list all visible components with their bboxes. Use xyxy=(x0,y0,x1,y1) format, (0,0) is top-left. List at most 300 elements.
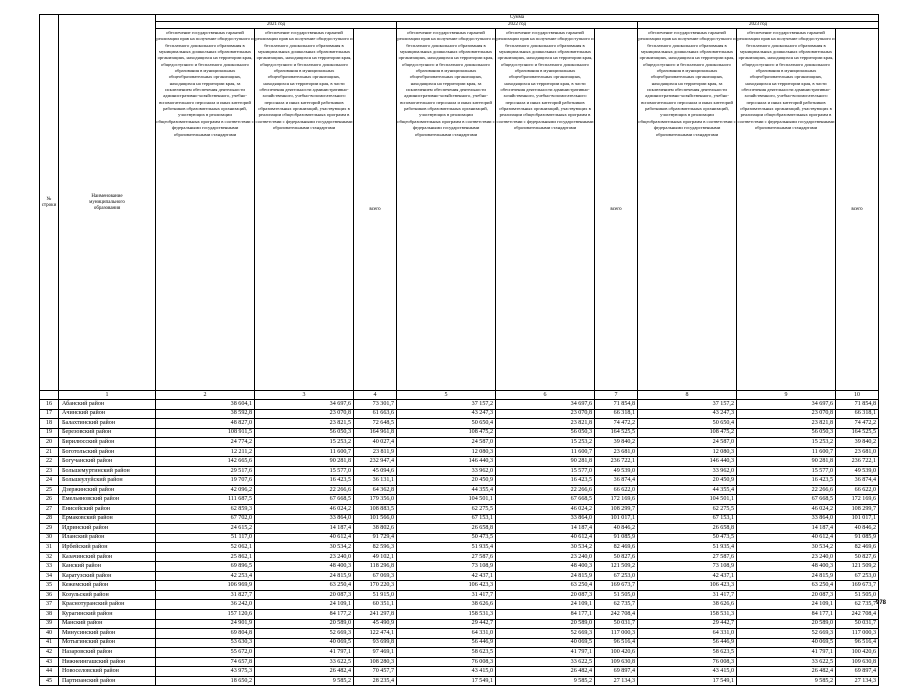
header-desc-2023-b: обеспечение государственных гарантий реализации прав на получение общедоступного и бесплатного дошкольного образования в муниципальных дошкольных образовательных организациях, находящихся на территории края, общедоступного и бесплатного дошкольного образования в муниципальных общеобразовательных организациях, находящихся на территории края, в части обеспечения деятельности административно-хозяйственного, учебно-вспомогательного персонала и иных категорий работников образовательных организаций, участвующих в реализации общеобразовательных программ в соответствии с федеральными государственными образовательными стандартами xyxy=(737,29,836,391)
row-number-cell: 41 xyxy=(40,638,59,648)
amount-cell: 33 622,5 xyxy=(496,657,595,667)
amount-cell: 91 729,4 xyxy=(354,533,397,543)
amount-cell: 36 131,1 xyxy=(354,476,397,486)
amount-cell: 50 827,6 xyxy=(836,552,879,562)
table-row xyxy=(40,505,879,515)
amount-cell: 29 442,7 xyxy=(397,619,496,629)
amount-cell: 40 846,2 xyxy=(595,524,638,534)
row-number-cell: 19 xyxy=(40,428,59,438)
row-number-cell: 33 xyxy=(40,562,59,572)
amount-cell: 28 235,4 xyxy=(354,676,397,686)
amount-cell: 38 626,6 xyxy=(638,600,737,610)
amount-cell: 23 240,0 xyxy=(496,552,595,562)
amount-cell: 72 648,5 xyxy=(354,419,397,429)
amount-cell: 24 587,0 xyxy=(397,438,496,448)
amount-cell: 118 296,8 xyxy=(354,562,397,572)
amount-cell: 67 702,0 xyxy=(156,514,255,524)
amount-cell: 26 658,8 xyxy=(638,524,737,534)
amount-cell: 62 735,7 xyxy=(595,600,638,610)
amount-cell: 62 275,5 xyxy=(397,505,496,515)
header-total-2021: всего xyxy=(354,29,397,391)
amount-cell: 106 423,3 xyxy=(397,581,496,591)
table-row xyxy=(40,648,879,658)
amount-cell: 9 585,2 xyxy=(496,676,595,686)
amount-cell: 39 840,2 xyxy=(595,438,638,448)
row-number-cell: 38 xyxy=(40,610,59,620)
amount-cell: 23 070,8 xyxy=(496,409,595,419)
amount-cell: 19 707,6 xyxy=(156,476,255,486)
row-number-cell: 16 xyxy=(40,400,59,410)
table-row xyxy=(40,400,879,410)
amount-cell: 16 423,5 xyxy=(737,476,836,486)
row-number-cell: 45 xyxy=(40,676,59,686)
row-number-cell: 34 xyxy=(40,571,59,581)
amount-cell: 20 589,0 xyxy=(737,619,836,629)
amount-cell: 71 854,8 xyxy=(595,400,638,410)
amount-cell: 63 250,4 xyxy=(255,581,354,591)
amount-cell: 179 356,0 xyxy=(354,495,397,505)
row-number-cell: 44 xyxy=(40,667,59,677)
municipality-name-cell: Ермаковский район xyxy=(59,514,156,524)
amount-cell: 11 600,7 xyxy=(737,447,836,457)
amount-cell: 38 626,6 xyxy=(397,600,496,610)
amount-cell: 101 566,0 xyxy=(354,514,397,524)
amount-cell: 90 281,8 xyxy=(255,457,354,467)
amount-cell: 40 069,5 xyxy=(255,638,354,648)
amount-cell: 30 534,2 xyxy=(496,543,595,553)
amount-cell: 67 668,5 xyxy=(496,495,595,505)
amount-cell: 106 423,3 xyxy=(638,581,737,591)
budget-table xyxy=(39,14,879,686)
amount-cell: 26 658,8 xyxy=(397,524,496,534)
amount-cell: 9 585,2 xyxy=(737,676,836,686)
amount-cell: 37 157,2 xyxy=(397,400,496,410)
amount-cell: 109 630,8 xyxy=(836,657,879,667)
amount-cell: 40 069,5 xyxy=(496,638,595,648)
row-number-cell: 28 xyxy=(40,514,59,524)
row-number-cell: 43 xyxy=(40,657,59,667)
municipality-name-cell: Боготольский район xyxy=(59,447,156,457)
municipality-name-cell: Емельяновский район xyxy=(59,495,156,505)
amount-cell: 121 509,2 xyxy=(836,562,879,572)
row-number-cell: 21 xyxy=(40,447,59,457)
amount-cell: 24 109,1 xyxy=(496,600,595,610)
table-row xyxy=(40,438,879,448)
amount-cell: 67 253,0 xyxy=(595,571,638,581)
table-row xyxy=(40,495,879,505)
table-row xyxy=(40,524,879,534)
amount-cell: 33 864,0 xyxy=(496,514,595,524)
amount-cell: 41 797,1 xyxy=(737,648,836,658)
row-number-cell: 39 xyxy=(40,619,59,629)
amount-cell: 20 450,9 xyxy=(638,476,737,486)
amount-cell: 76 008,3 xyxy=(397,657,496,667)
row-number-cell: 25 xyxy=(40,485,59,495)
amount-cell: 20 589,0 xyxy=(255,619,354,629)
municipality-name-cell: Каратузский район xyxy=(59,571,156,581)
amount-cell: 169 673,7 xyxy=(836,581,879,591)
amount-cell: 23 811,9 xyxy=(354,447,397,457)
amount-cell: 69 897,4 xyxy=(595,667,638,677)
amount-cell: 108 280,3 xyxy=(354,657,397,667)
municipality-name-cell: Большемуртинский район xyxy=(59,466,156,476)
amount-cell: 66 622,0 xyxy=(595,485,638,495)
amount-cell: 97 469,1 xyxy=(354,648,397,658)
column-number: 10 xyxy=(836,391,879,400)
amount-cell: 69 897,4 xyxy=(836,667,879,677)
amount-cell: 49 102,1 xyxy=(354,552,397,562)
amount-cell: 50 827,6 xyxy=(595,552,638,562)
municipality-name-cell: Назаровский район xyxy=(59,648,156,658)
table-row xyxy=(40,629,879,639)
amount-cell: 76 008,3 xyxy=(638,657,737,667)
amount-cell: 96 516,4 xyxy=(595,638,638,648)
amount-cell: 93 699,8 xyxy=(354,638,397,648)
column-number: 7 xyxy=(595,391,638,400)
amount-cell: 23 070,8 xyxy=(255,409,354,419)
row-number-cell: 22 xyxy=(40,457,59,467)
amount-cell: 84 177,1 xyxy=(737,610,836,620)
column-number: 8 xyxy=(638,391,737,400)
amount-cell: 46 024,2 xyxy=(737,505,836,515)
amount-cell: 82 469,6 xyxy=(836,543,879,553)
table-row xyxy=(40,676,879,686)
amount-cell: 106 969,9 xyxy=(156,581,255,591)
row-number-cell: 37 xyxy=(40,600,59,610)
amount-cell: 48 400,3 xyxy=(737,562,836,572)
amount-cell: 50 650,4 xyxy=(638,419,737,429)
municipality-name-cell: Нижнеингашский район xyxy=(59,657,156,667)
amount-cell: 40 612,4 xyxy=(737,533,836,543)
amount-cell: 67 069,3 xyxy=(354,571,397,581)
amount-cell: 91 085,9 xyxy=(836,533,879,543)
amount-cell: 50 650,4 xyxy=(397,419,496,429)
amount-cell: 56 050,3 xyxy=(255,428,354,438)
amount-cell: 33 864,0 xyxy=(737,514,836,524)
amount-cell: 46 024,2 xyxy=(255,505,354,515)
amount-cell: 108 911,5 xyxy=(156,428,255,438)
amount-cell: 236 722,1 xyxy=(836,457,879,467)
amount-cell: 26 482,4 xyxy=(496,667,595,677)
column-number-row xyxy=(40,391,879,400)
amount-cell: 51 935,4 xyxy=(638,543,737,553)
amount-cell: 24 615,2 xyxy=(156,524,255,534)
amount-cell: 9 585,2 xyxy=(255,676,354,686)
amount-cell: 108 299,7 xyxy=(595,505,638,515)
municipality-name-cell: Кежемский район xyxy=(59,581,156,591)
row-number-cell: 26 xyxy=(40,495,59,505)
header-row-number: № строки xyxy=(40,15,59,391)
amount-cell: 33 962,0 xyxy=(397,466,496,476)
amount-cell: 24 815,9 xyxy=(496,571,595,581)
amount-cell: 84 177,1 xyxy=(496,610,595,620)
amount-cell: 70 457,7 xyxy=(354,667,397,677)
amount-cell: 62 735,7 xyxy=(836,600,879,610)
amount-cell: 26 482,4 xyxy=(737,667,836,677)
amount-cell: 34 697,6 xyxy=(496,400,595,410)
table-row xyxy=(40,428,879,438)
amount-cell: 51 117,0 xyxy=(156,533,255,543)
amount-cell: 23 821,5 xyxy=(255,419,354,429)
amount-cell: 108 475,2 xyxy=(397,428,496,438)
amount-cell: 60 351,1 xyxy=(354,600,397,610)
amount-cell: 242 708,4 xyxy=(595,610,638,620)
column-number: 4 xyxy=(354,391,397,400)
amount-cell: 33 622,5 xyxy=(255,657,354,667)
municipality-name-cell: Иланский район xyxy=(59,533,156,543)
amount-cell: 20 087,3 xyxy=(737,590,836,600)
column-number: 3 xyxy=(255,391,354,400)
row-number-cell: 30 xyxy=(40,533,59,543)
amount-cell: 36 874,4 xyxy=(836,476,879,486)
amount-cell: 84 177,2 xyxy=(255,610,354,620)
amount-cell: 56 446,9 xyxy=(397,638,496,648)
page-number: 978 xyxy=(876,600,887,606)
amount-cell: 164 525,5 xyxy=(595,428,638,438)
column-number: 5 xyxy=(397,391,496,400)
amount-cell: 50 031,7 xyxy=(836,619,879,629)
amount-cell: 74 657,8 xyxy=(156,657,255,667)
amount-cell: 43 975,3 xyxy=(156,667,255,677)
amount-cell: 43 247,3 xyxy=(397,409,496,419)
amount-cell: 117 000,3 xyxy=(836,629,879,639)
amount-cell: 24 109,1 xyxy=(255,600,354,610)
amount-cell: 15 577,0 xyxy=(496,466,595,476)
amount-cell: 23 240,0 xyxy=(255,552,354,562)
amount-cell: 50 473,5 xyxy=(397,533,496,543)
row-number-cell: 42 xyxy=(40,648,59,658)
amount-cell: 101 017,1 xyxy=(836,514,879,524)
amount-cell: 42 437,1 xyxy=(397,571,496,581)
municipality-name-cell: Краснотуранский район xyxy=(59,600,156,610)
header-desc-2021-b: обеспечение государственных гарантий реализации прав на получение общедоступного и бесплатного дошкольного образования в муниципальных дошкольных образовательных организациях, находящихся на территории края, общедоступного и бесплатного дошкольного образования в муниципальных общеобразовательных организациях, находящихся на территории края, в части обеспечения деятельности административно-хозяйственного, учебно-вспомогательного персонала и иных категорий работников образовательных организаций, участвующих в реализации общеобразовательных программ в соответствии с федеральными государственными образовательными стандартами xyxy=(255,29,354,391)
amount-cell: 41 797,1 xyxy=(255,648,354,658)
amount-cell: 172 169,6 xyxy=(836,495,879,505)
amount-cell: 33 622,5 xyxy=(737,657,836,667)
municipality-name-cell: Казачинский район xyxy=(59,552,156,562)
amount-cell: 45 490,9 xyxy=(354,619,397,629)
amount-cell: 142 665,6 xyxy=(156,457,255,467)
amount-cell: 69 896,5 xyxy=(156,562,255,572)
amount-cell: 100 420,6 xyxy=(836,648,879,658)
amount-cell: 26 482,4 xyxy=(255,667,354,677)
amount-cell: 52 669,3 xyxy=(496,629,595,639)
amount-cell: 43 415,0 xyxy=(638,667,737,677)
amount-cell: 117 000,3 xyxy=(595,629,638,639)
header-desc-2022-a: обеспечение государственных гарантий реализации прав на получение общедоступного и бесплатного дошкольного образования в муниципальных дошкольных образовательных организациях, находящихся на территории края, общедоступного и бесплатного дошкольного образования в муниципальных общеобразовательных организациях, находящихся на территории края, за исключением обеспечения деятельности административно-хозяйственного, учебно-вспомогательного персонала и иных категорий работников образовательных организаций, участвующих в реализации общеобразовательных программ в соответствии с федеральными государственными образовательными стандартами xyxy=(397,29,496,391)
table-row xyxy=(40,466,879,476)
amount-cell: 36 874,4 xyxy=(595,476,638,486)
amount-cell: 61 663,6 xyxy=(354,409,397,419)
amount-cell: 41 797,1 xyxy=(496,648,595,658)
row-number-cell: 27 xyxy=(40,505,59,515)
table-row xyxy=(40,533,879,543)
amount-cell: 55 672,0 xyxy=(156,648,255,658)
amount-cell: 64 331,0 xyxy=(397,629,496,639)
amount-cell: 24 774,2 xyxy=(156,438,255,448)
table-row xyxy=(40,457,879,467)
municipality-name-cell: Мотыгинский район xyxy=(59,638,156,648)
municipality-name-cell: Березовский район xyxy=(59,428,156,438)
amount-cell: 69 804,8 xyxy=(156,629,255,639)
row-number-cell: 20 xyxy=(40,438,59,448)
amount-cell: 74 472,2 xyxy=(836,419,879,429)
amount-cell: 122 474,1 xyxy=(354,629,397,639)
amount-cell: 66 622,0 xyxy=(836,485,879,495)
table-row xyxy=(40,590,879,600)
amount-cell: 108 475,2 xyxy=(638,428,737,438)
amount-cell: 30 534,2 xyxy=(737,543,836,553)
amount-cell: 73 301,7 xyxy=(354,400,397,410)
amount-cell: 242 708,4 xyxy=(836,610,879,620)
amount-cell: 52 669,3 xyxy=(737,629,836,639)
amount-cell: 74 472,2 xyxy=(595,419,638,429)
amount-cell: 40 612,4 xyxy=(496,533,595,543)
amount-cell: 52 062,1 xyxy=(156,543,255,553)
amount-cell: 157 120,6 xyxy=(156,610,255,620)
amount-cell: 100 420,6 xyxy=(595,648,638,658)
municipality-name-cell: Ирбейский район xyxy=(59,543,156,553)
table-body xyxy=(40,400,879,686)
amount-cell: 27 134,3 xyxy=(836,676,879,686)
header-year-2021: 2021 год xyxy=(156,22,397,29)
header-year-2022: 2022 год xyxy=(397,22,638,29)
amount-cell: 16 423,5 xyxy=(255,476,354,486)
municipality-name-cell: Канский район xyxy=(59,562,156,572)
amount-cell: 49 539,0 xyxy=(836,466,879,476)
header-total-2022: всего xyxy=(595,29,638,391)
amount-cell: 96 516,4 xyxy=(836,638,879,648)
municipality-name-cell: Богучанский район xyxy=(59,457,156,467)
amount-cell: 25 862,1 xyxy=(156,552,255,562)
amount-cell: 44 355,4 xyxy=(397,485,496,495)
amount-cell: 23 821,8 xyxy=(737,419,836,429)
table-row xyxy=(40,657,879,667)
amount-cell: 104 501,1 xyxy=(638,495,737,505)
amount-cell: 67 668,5 xyxy=(737,495,836,505)
table-row xyxy=(40,638,879,648)
amount-cell: 90 281,8 xyxy=(737,457,836,467)
amount-cell: 29 517,6 xyxy=(156,466,255,476)
amount-cell: 27 587,6 xyxy=(397,552,496,562)
amount-cell: 40 027,4 xyxy=(354,438,397,448)
amount-cell: 64 331,0 xyxy=(638,629,737,639)
amount-cell: 40 846,2 xyxy=(836,524,879,534)
municipality-name-cell: Манский район xyxy=(59,619,156,629)
amount-cell: 170 220,3 xyxy=(354,581,397,591)
municipality-name-cell: Минусинский район xyxy=(59,629,156,639)
amount-cell: 14 187,4 xyxy=(737,524,836,534)
amount-cell: 20 087,3 xyxy=(255,590,354,600)
table-row xyxy=(40,571,879,581)
amount-cell: 63 250,4 xyxy=(737,581,836,591)
amount-cell: 22 266,6 xyxy=(496,485,595,495)
amount-cell: 31 417,7 xyxy=(397,590,496,600)
table-row xyxy=(40,476,879,486)
amount-cell: 51 505,0 xyxy=(595,590,638,600)
amount-cell: 146 440,3 xyxy=(638,457,737,467)
amount-cell: 38 604,1 xyxy=(156,400,255,410)
row-number-cell: 29 xyxy=(40,524,59,534)
amount-cell: 67 153,1 xyxy=(638,514,737,524)
amount-cell: 23 821,8 xyxy=(496,419,595,429)
amount-cell: 43 247,3 xyxy=(638,409,737,419)
amount-cell: 64 362,8 xyxy=(354,485,397,495)
amount-cell: 42 253,4 xyxy=(156,571,255,581)
amount-cell: 104 501,1 xyxy=(397,495,496,505)
amount-cell: 40 069,5 xyxy=(737,638,836,648)
amount-cell: 48 827,0 xyxy=(156,419,255,429)
amount-cell: 24 901,9 xyxy=(156,619,255,629)
amount-cell: 31 827,7 xyxy=(156,590,255,600)
amount-cell: 121 509,2 xyxy=(595,562,638,572)
amount-cell: 62 275,5 xyxy=(638,505,737,515)
amount-cell: 20 450,9 xyxy=(397,476,496,486)
amount-cell: 108 299,7 xyxy=(836,505,879,515)
amount-cell: 40 612,4 xyxy=(255,533,354,543)
amount-cell: 24 815,9 xyxy=(737,571,836,581)
amount-cell: 108 883,5 xyxy=(354,505,397,515)
municipality-name-cell: Ачинский район xyxy=(59,409,156,419)
municipality-name-cell: Енисейский район xyxy=(59,505,156,515)
row-number-cell: 32 xyxy=(40,552,59,562)
amount-cell: 48 400,3 xyxy=(255,562,354,572)
row-number-cell: 31 xyxy=(40,543,59,553)
amount-cell: 38 592,8 xyxy=(156,409,255,419)
amount-cell: 15 253,2 xyxy=(737,438,836,448)
amount-cell: 164 525,5 xyxy=(836,428,879,438)
amount-cell: 43 415,0 xyxy=(397,667,496,677)
municipality-name-cell: Новоселовский район xyxy=(59,667,156,677)
amount-cell: 24 109,1 xyxy=(737,600,836,610)
amount-cell: 27 134,3 xyxy=(595,676,638,686)
amount-cell: 48 400,3 xyxy=(496,562,595,572)
amount-cell: 16 423,5 xyxy=(496,476,595,486)
table-row xyxy=(40,600,879,610)
amount-cell: 158 531,3 xyxy=(638,610,737,620)
table-row xyxy=(40,485,879,495)
amount-cell: 73 108,9 xyxy=(397,562,496,572)
amount-cell: 38 802,6 xyxy=(354,524,397,534)
amount-cell: 91 085,9 xyxy=(595,533,638,543)
amount-cell: 34 697,6 xyxy=(737,400,836,410)
amount-cell: 62 859,3 xyxy=(156,505,255,515)
amount-cell: 17 549,1 xyxy=(397,676,496,686)
municipality-name-cell: Большеулуйский район xyxy=(59,476,156,486)
column-number: 9 xyxy=(737,391,836,400)
table-row xyxy=(40,409,879,419)
table-row xyxy=(40,610,879,620)
row-number-cell: 24 xyxy=(40,476,59,486)
amount-cell: 53 630,3 xyxy=(156,638,255,648)
table-row xyxy=(40,447,879,457)
amount-cell: 29 442,7 xyxy=(638,619,737,629)
amount-cell: 172 169,6 xyxy=(595,495,638,505)
municipality-name-cell: Абанский район xyxy=(59,400,156,410)
amount-cell: 20 087,3 xyxy=(496,590,595,600)
municipality-name-cell: Дзержинский район xyxy=(59,485,156,495)
header-year-2023: 2023 год xyxy=(638,22,879,29)
table-row xyxy=(40,619,879,629)
row-number-cell: 40 xyxy=(40,629,59,639)
amount-cell: 67 668,5 xyxy=(255,495,354,505)
amount-cell: 44 355,4 xyxy=(638,485,737,495)
header-total-2023: всего xyxy=(836,29,879,391)
amount-cell: 24 587,0 xyxy=(638,438,737,448)
amount-cell: 23 240,0 xyxy=(737,552,836,562)
column-number: 2 xyxy=(156,391,255,400)
header-desc-2023-a: обеспечение государственных гарантий реализации прав на получение общедоступного и бесплатного дошкольного образования в муниципальных дошкольных образовательных организациях, находящихся на территории края, общедоступного и бесплатного дошкольного образования в муниципальных общеобразовательных организациях, находящихся на территории края, за исключением обеспечения деятельности административно-хозяйственного, учебно-вспомогательного персонала и иных категорий работников образовательных организаций, участвующих в реализации общеобразовательных программ в соответствии с федеральными государственными образовательными стандартами xyxy=(638,29,737,391)
